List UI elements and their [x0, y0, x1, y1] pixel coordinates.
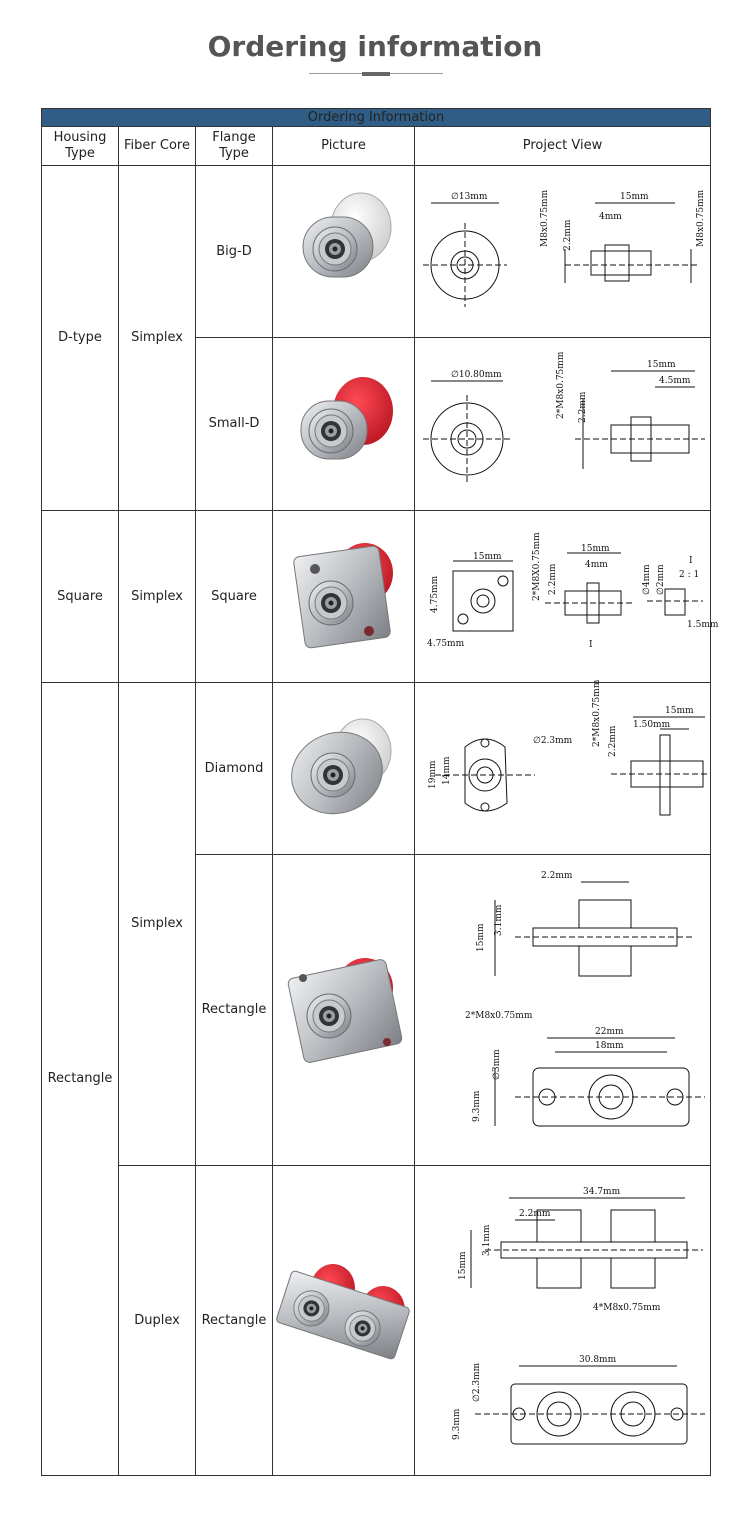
dim-height: 2.2mm: [608, 726, 618, 758]
dim-width-18: 18mm: [595, 1040, 624, 1051]
project-view-square: [415, 510, 719, 682]
product-picture-rect-simplex: [273, 855, 415, 1165]
housing-type-cell: Square: [42, 510, 119, 682]
product-picture-bigd: [273, 166, 415, 338]
dim-height: 2.2mm: [548, 563, 558, 596]
section-mark: I: [589, 640, 593, 651]
detail-label: I: [689, 556, 693, 567]
table-row: [42, 682, 711, 854]
dim-width: 15mm: [473, 552, 502, 563]
drawing-smalld: [415, 339, 711, 509]
dim-thread: 2*M8x0.75mm: [465, 1010, 533, 1021]
drawing-bigd: [415, 167, 711, 337]
dim-height: 2.2mm: [578, 391, 588, 423]
dim-hole: ∅2.3mm: [533, 736, 573, 747]
housing-type-cell: D-type: [42, 166, 119, 511]
dim-width-30: 30.8mm: [579, 1355, 617, 1366]
dim-height-93: 9.3mm: [452, 1408, 462, 1441]
dim-width-22: 22mm: [595, 1026, 624, 1037]
fiber-core-cell: Duplex: [119, 1165, 196, 1475]
fiber-core-cell: Simplex: [119, 510, 196, 682]
dim-width: 15mm: [647, 359, 676, 370]
drawing-square: [415, 511, 719, 681]
ordering-table: [41, 108, 719, 1476]
dim-hole: ∅2.3mm: [472, 1363, 482, 1403]
dim-d2: ∅2mm: [656, 564, 666, 596]
drawing-diamond: [415, 680, 711, 853]
project-view-rect-simplex: [415, 855, 711, 1165]
fiber-core-cell: Simplex: [119, 682, 196, 1165]
product-picture-rect-duplex: [273, 1165, 415, 1475]
table-row: [42, 166, 711, 338]
dim-diameter: ∅10.80mm: [451, 369, 502, 380]
header-picture: Picture: [273, 127, 415, 166]
dim-bottom: 4.75mm: [427, 639, 465, 650]
dim-hole: ∅3mm: [492, 1049, 502, 1080]
title-underline-accent: [362, 72, 390, 76]
dim-thread-right: M8x0.75mm: [696, 189, 706, 247]
project-view-bigd: [415, 166, 711, 338]
project-view-rect-duplex: [415, 1165, 711, 1475]
flange-type-cell: Big-D: [196, 166, 273, 338]
connector-image: [273, 167, 413, 337]
dim-d4: ∅4mm: [642, 564, 652, 596]
fiber-core-cell: Simplex: [119, 166, 196, 511]
product-picture-square: [273, 510, 415, 682]
header-fiber-core: Fiber Core: [119, 127, 196, 166]
dim-height: 15mm: [458, 1251, 468, 1281]
connector-image: [273, 860, 413, 1160]
drawing-rect-duplex: [415, 1170, 711, 1470]
dim-thread: 2*M8x0.75mm: [556, 351, 566, 419]
dim-height: 2.2mm: [563, 219, 573, 251]
dim-side: 4.75mm: [430, 576, 440, 614]
dim-diameter: ∅13mm: [451, 191, 488, 202]
header-project-view: Project View: [415, 127, 711, 166]
table-row: [42, 510, 711, 682]
dim-inner: 14mm: [442, 756, 452, 786]
flange-type-cell: Rectangle: [196, 855, 273, 1165]
product-picture-diamond: [273, 682, 415, 854]
dim-width-15: 15mm: [581, 544, 610, 555]
dim-width-4: 4mm: [585, 560, 608, 571]
connector-image: [273, 511, 413, 681]
dim-thickness: 3.1mm: [494, 904, 504, 936]
dim-thread: 2*M8X0.75mm: [532, 532, 542, 602]
dim-width: 15mm: [665, 706, 694, 717]
housing-type-cell: Rectangle: [42, 682, 119, 1475]
dim-height: 15mm: [476, 923, 486, 952]
dim-width-2: 4.5mm: [659, 375, 691, 386]
table-caption: Ordering Information: [42, 109, 711, 127]
header-flange-type: Flange Type: [196, 127, 273, 166]
dim-thread-left: M8x0.75mm: [540, 189, 550, 247]
dim-thickness: 3.1mm: [482, 1224, 492, 1257]
table-row: [42, 1165, 711, 1475]
dim-height-93: 9.3mm: [472, 1090, 482, 1122]
dim-thread: 4*M8x0.75mm: [593, 1303, 661, 1314]
dim-1-5: 1.5mm: [687, 620, 719, 631]
page-title: Ordering information: [207, 30, 543, 63]
dim-width-2: 4mm: [599, 211, 622, 222]
connector-image: [273, 1170, 413, 1470]
dim-width: 34.7mm: [583, 1187, 621, 1198]
header-housing-type: Housing Type: [42, 127, 119, 166]
project-view-diamond: [415, 682, 711, 854]
detail-scale: 2 : 1: [679, 570, 700, 581]
flange-type-cell: Diamond: [196, 682, 273, 854]
dim-thread: 2*M8x0.75mm: [592, 680, 602, 748]
project-view-smalld: [415, 338, 711, 510]
drawing-rect-simplex: [415, 860, 711, 1160]
dim-top: 2.2mm: [541, 870, 573, 881]
connector-image: [273, 683, 413, 853]
dim-outer: 19mm: [428, 760, 438, 790]
flange-type-cell: Square: [196, 510, 273, 682]
flange-type-cell: Small-D: [196, 338, 273, 510]
dim-top: 2.2mm: [519, 1209, 551, 1220]
product-picture-smalld: [273, 338, 415, 510]
connector-image: [273, 339, 413, 509]
flange-type-cell: Rectangle: [196, 1165, 273, 1475]
dim-width: 15mm: [620, 191, 649, 202]
dim-width-2: 1.50mm: [633, 720, 671, 731]
